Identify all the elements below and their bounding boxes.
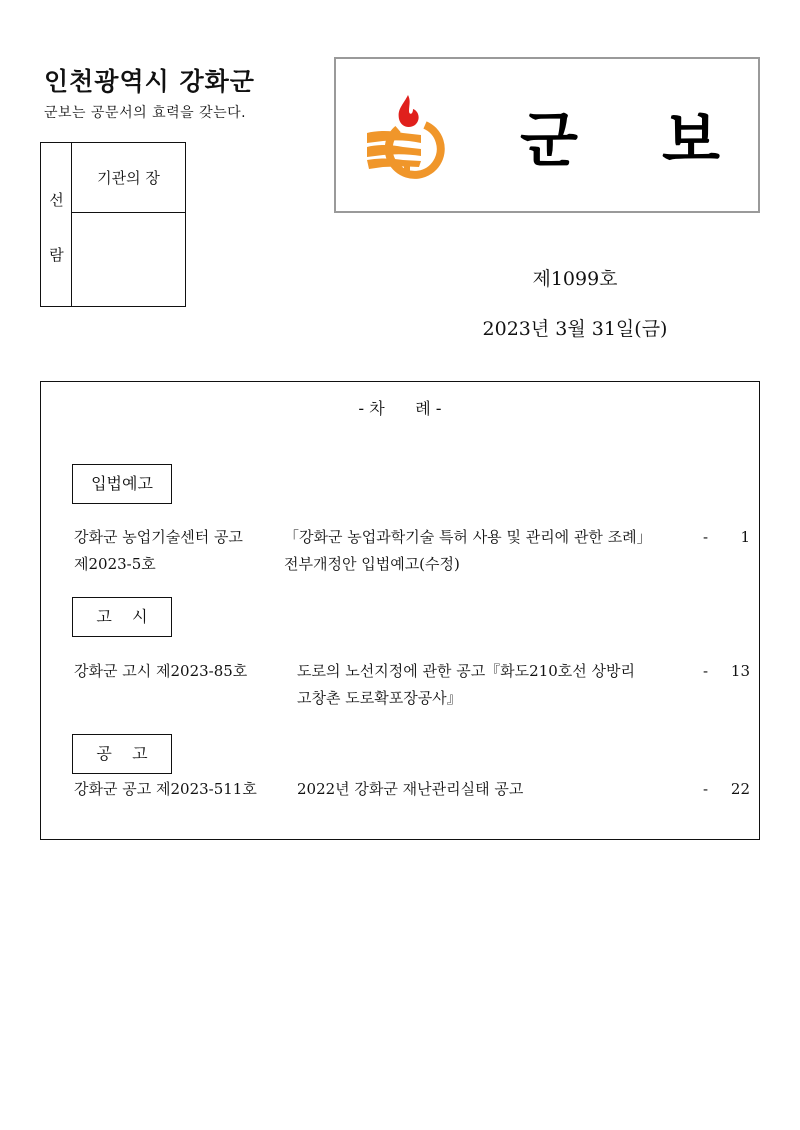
toc-entry[interactable] bbox=[74, 524, 750, 578]
region-title: 인천광역시 강화군 bbox=[44, 67, 255, 96]
entry-source-line: 강화군 고시 제2023-85호 bbox=[74, 662, 248, 680]
category-public-announcement: 공 고 bbox=[72, 734, 172, 774]
issue-date: 2023년 3월 31일(금) bbox=[482, 318, 668, 340]
toc-heading: - 차 례 - bbox=[358, 399, 442, 418]
entry-title bbox=[297, 658, 635, 712]
entry-title-line: 도로의 노선지정에 관한 공고『화도210호선 상방리 bbox=[297, 662, 636, 680]
entry-title bbox=[284, 524, 652, 578]
issue-number: 제1099호 bbox=[532, 268, 618, 290]
entry-source-line: 강화군 농업기술센터 공고 bbox=[74, 528, 243, 546]
entry-source bbox=[74, 524, 289, 578]
approval-box bbox=[40, 142, 186, 307]
entry-source bbox=[74, 776, 289, 803]
approval-side-column bbox=[41, 143, 72, 306]
category-public-notification: 고 시 bbox=[72, 597, 172, 637]
toc-entry[interactable] bbox=[74, 776, 750, 803]
approval-side-label-1: 선 bbox=[49, 191, 64, 209]
ganghwa-county-emblem-icon bbox=[363, 89, 453, 179]
approval-side-label-2: 람 bbox=[49, 246, 64, 264]
entry-page-number: 22 bbox=[730, 780, 750, 798]
entry-source bbox=[74, 658, 289, 685]
entry-title-line: 전부개정안 입법예고(수정) bbox=[284, 555, 460, 573]
entry-title-line: 고창촌 도로확포장공사』 bbox=[297, 689, 462, 707]
masthead-title-char-2: 보 bbox=[662, 106, 720, 176]
entry-leader-dash: - bbox=[703, 528, 709, 546]
entry-leader-dash: - bbox=[703, 780, 709, 798]
entry-title-line: 「강화군 농업과학기술 특허 사용 및 관리에 관한 조례」 bbox=[284, 528, 652, 546]
entry-page-number: 1 bbox=[740, 528, 750, 546]
entry-title bbox=[297, 776, 523, 803]
category-legislative-notice: 입법예고 bbox=[72, 464, 172, 504]
entry-source-line: 강화군 공고 제2023-511호 bbox=[74, 780, 257, 798]
entry-leader-dash: - bbox=[703, 662, 709, 680]
approval-head-cell: 기관의 장 bbox=[72, 143, 185, 213]
table-of-contents bbox=[40, 381, 760, 840]
masthead bbox=[334, 57, 760, 213]
entry-source-line: 제2023-5호 bbox=[74, 555, 156, 573]
masthead-title-char-1: 군 bbox=[520, 106, 578, 176]
entry-title-line: 2022년 강화군 재난관리실태 공고 bbox=[297, 780, 524, 798]
toc-entry[interactable] bbox=[74, 658, 750, 712]
entry-page-number: 13 bbox=[730, 662, 750, 680]
bulletin-subtitle: 군보는 공문서의 효력을 갖는다. bbox=[44, 105, 247, 121]
